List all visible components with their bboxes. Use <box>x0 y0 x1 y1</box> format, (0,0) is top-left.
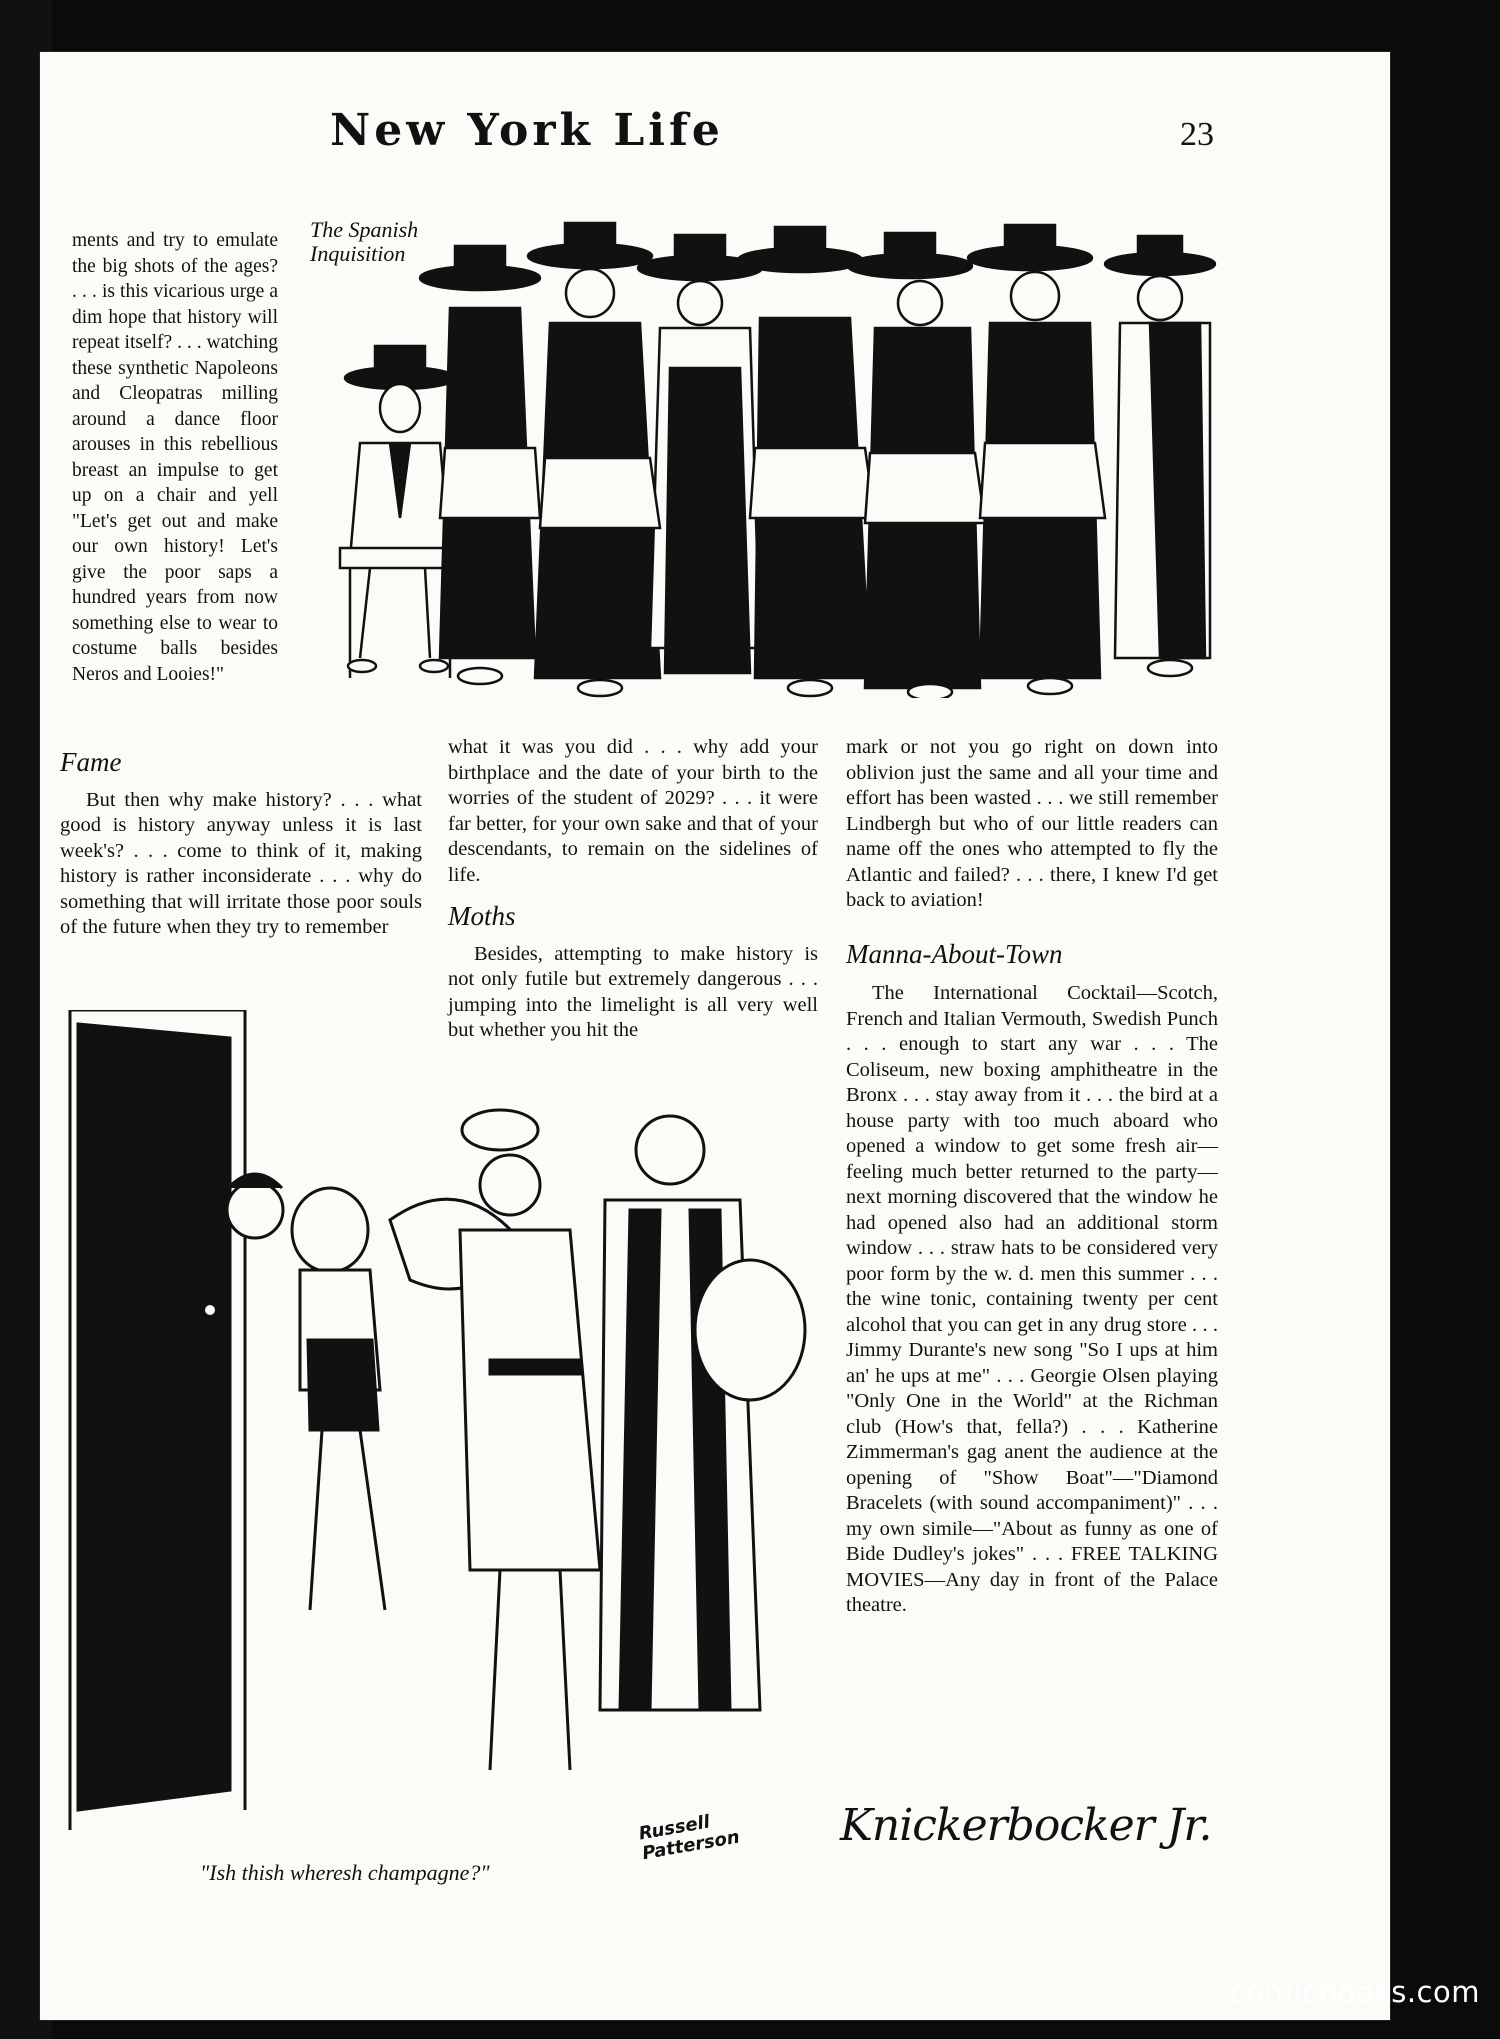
page-number: 23 <box>1180 116 1214 153</box>
section-heading-moths: Moths <box>448 901 516 931</box>
champagne-cartoon-illustration <box>60 1010 820 1850</box>
paragraph: mark or not you go right on down into oblivion just the same and all your time and effort has been wasted . . . we still remember Lindbergh but who of our little readers can name off the ones who attempted to fly the Atlantic and failed? . . . there, I knew I'd get back to aviation! <box>846 736 1218 911</box>
paragraph: Besides, attempting to make history is not only futile but extremely dangerous . . . jumping into the limelight is all very well but whether you hit the <box>448 942 818 1041</box>
top-illustration-caption: The Spanish Inquisition <box>310 217 419 266</box>
paragraph: The International Cocktail—Scotch, French and Italian Vermouth, Swedish Punch . . . enough to start any war . . . The Coliseum, new boxing amphitheatre in the Bronx . . . stay away from it . . . the bird at a house party with too much aboard who opened a window to get some fresh air—feeling much better returned to the party—next morning discovered that the window he had opened also had an additional storm window . . . straw hats to be considered very poor form by the w. d. men this summer . . . the wine tonic, containing twenty per cent alcohol that you can get in any drug store . . . Jimmy Durante's new song "So I ups at him an' he ups at me" . . . Georgie Olsen playing "Only One in the World" at the Richman club (How's that, fella?) . . . Katherine Zimmerman's gag anent the audience at the opening of "Show Boat"—"Diamond Bracelets (with sound accompaniment)" . . . my own simile—"About as funny as one of Bide Dudley's jokes" . . . FREE TALKING MOVIES—Any day in front of the Palace theatre. <box>846 982 1218 1616</box>
paragraph: ments and try to emulate the big shots of the ages? . . . is this vicarious urge a dim hope that history will repeat itself? . . . watching these synthetic Napoleons and Cleopatras milling around a dance floor arouses in this rebellious breast an impulse to get up on a chair and yell "Let's get out and make our own history! Let's give the poor saps a hundred years from now something else to wear to costume balls besides Neros and Looies!" <box>72 230 278 685</box>
author-signature: Knickerbocker Jr. <box>840 1800 1212 1851</box>
column-left-bottom <box>60 740 422 941</box>
artist-signature: Russell Patterson <box>637 1811 742 1865</box>
paragraph: But then why make history? . . . what good is history anyway unless it is last week's? . . . come to think of it, making history is rather inconsiderate . . . why do something that will irritate those poor souls of the future when they try to remember <box>60 788 422 938</box>
cartoon-caption: "Ish thish wheresh champagne?" <box>200 1860 490 1885</box>
section-heading-fame: Fame <box>60 747 122 777</box>
spanish-inquisition-illustration <box>330 218 1230 698</box>
column-left-top <box>72 228 278 687</box>
standing-group <box>420 223 1215 698</box>
running-header: New York Life <box>330 105 724 156</box>
column-right <box>846 735 1218 1619</box>
column-middle <box>448 735 818 1044</box>
section-heading-manna: Manna-About-Town <box>846 938 1063 969</box>
watermark: comicbooks.com <box>1230 1975 1480 2009</box>
paragraph: what it was you did . . . why add your birthplace and the date of your birth to the worries of the student of 2029? . . . it were far better, for your own sake and that of your descendants, to remain on the sidelines of life. <box>448 736 818 886</box>
